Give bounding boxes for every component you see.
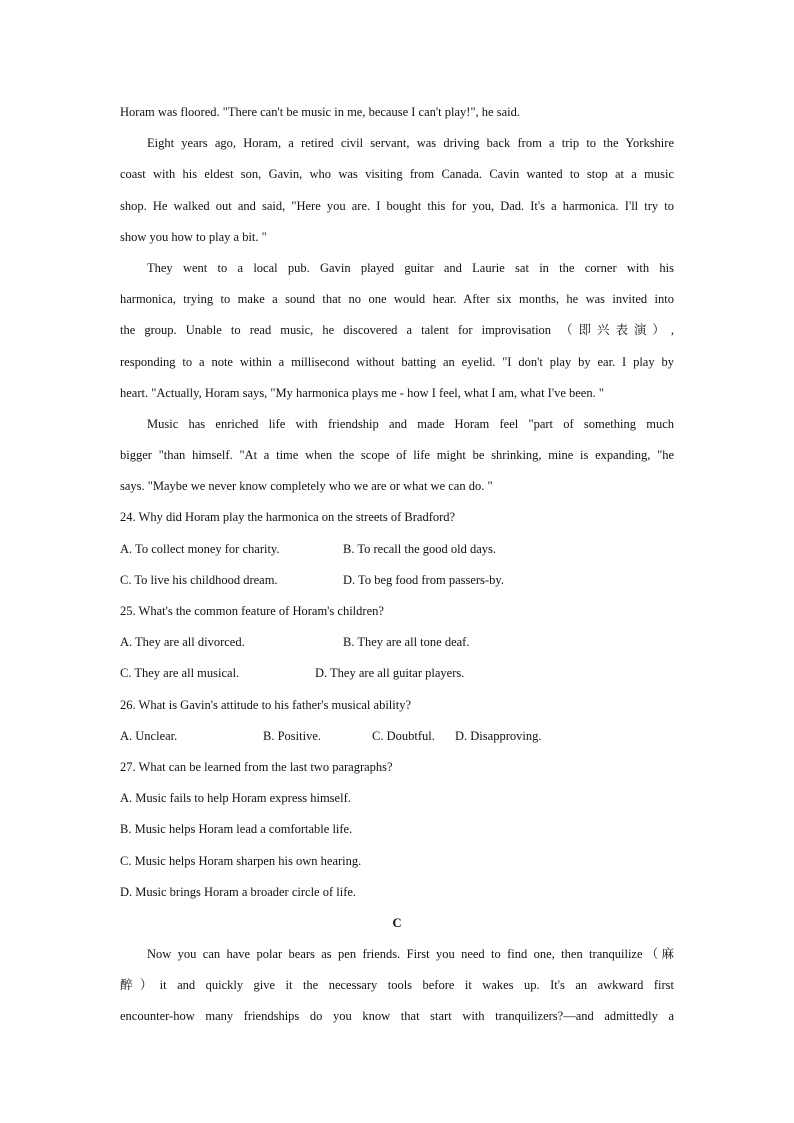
option-a[interactable]: A. Music fails to help Horam express himself. bbox=[120, 791, 351, 806]
question-26 bbox=[120, 690, 674, 752]
section-heading: C bbox=[392, 915, 402, 930]
option-c[interactable]: C. They are all musical. bbox=[120, 666, 240, 681]
option-a[interactable]: A. Unclear. bbox=[120, 728, 178, 743]
option-a[interactable]: A. To collect money for charity. bbox=[120, 541, 280, 556]
text-line: says. "Maybe we never know completely who we are or what we can do. " bbox=[120, 479, 493, 494]
option-d[interactable]: D. They are all guitar players. bbox=[315, 666, 465, 681]
passage-c bbox=[120, 939, 674, 1033]
text-line: Horam was floored. "There can't be music in me, because I can't play!", he said. bbox=[120, 105, 520, 119]
option-c[interactable]: C. To live his childhood dream. bbox=[120, 572, 278, 587]
option-b[interactable]: B. To recall the good old days. bbox=[343, 541, 497, 556]
question-24 bbox=[120, 502, 674, 596]
option-b[interactable]: B. They are all tone deaf. bbox=[343, 635, 470, 650]
option-c[interactable]: C. Music helps Horam sharpen his own hearing. bbox=[120, 853, 362, 868]
text-line: Music has enriched life with friendship and made Horam feel "part of something much bbox=[147, 416, 674, 431]
text-line: show you how to play a bit. " bbox=[120, 229, 267, 244]
text-line: heart. "Actually, Horam says, "My harmonica plays me - how I feel, what I am, what I've been. " bbox=[120, 385, 604, 400]
question-25 bbox=[120, 596, 674, 690]
question-stem: 26. What is Gavin's attitude to his father's musical ability? bbox=[120, 697, 412, 712]
option-d[interactable]: D. Disapproving. bbox=[455, 728, 542, 743]
text-line: responding to a note within a millisecond without batting an eyelid. "I don't play by ear. I play by bbox=[120, 354, 674, 369]
text-line: 醉）it and quickly give it the necessary tools before it wakes up. It's an awkward first bbox=[120, 978, 674, 993]
options-row bbox=[120, 721, 674, 752]
text-line: coast with his eldest son, Gavin, who was visiting from Canada. Cavin wanted to stop at a music bbox=[120, 167, 674, 182]
text-line: They went to a local pub. Gavin played guitar and Laurie sat in the corner with his bbox=[147, 260, 674, 275]
text-line: Now you can have polar bears as pen friends. First you need to find one, then tranquilize（麻 bbox=[147, 947, 674, 962]
text-line: Eight years ago, Horam, a retired civil servant, was driving back from a trip to the Yorkshire bbox=[147, 136, 674, 151]
text-line: shop. He walked out and said, "Here you are. I bought this for you, Dad. It's a harmonica. I'll try to bbox=[120, 198, 674, 213]
option-b[interactable]: B. Positive. bbox=[263, 728, 321, 743]
options-row bbox=[120, 658, 674, 689]
option-d[interactable]: D. Music brings Horam a broader circle of life. bbox=[120, 884, 357, 899]
option-a[interactable]: A. They are all divorced. bbox=[120, 635, 245, 650]
options-row bbox=[120, 565, 674, 596]
text-line: encounter-how many friendships do you know that start with tranquilizers?—and admittedly a bbox=[120, 1009, 674, 1024]
option-d[interactable]: D. To beg food from passers-by. bbox=[343, 572, 504, 587]
question-stem: 25. What's the common feature of Horam's children? bbox=[120, 604, 384, 618]
text-line: bigger "than himself. "At a time when the scope of life might be shrinking, mine is expanding, "he bbox=[120, 448, 674, 463]
passage-b bbox=[120, 97, 674, 502]
document-page bbox=[120, 97, 674, 1033]
question-stem: 27. What can be learned from the last two paragraphs? bbox=[120, 759, 393, 774]
question-27 bbox=[120, 752, 674, 908]
option-b[interactable]: B. Music helps Horam lead a comfortable life. bbox=[120, 822, 353, 837]
question-stem: 24. Why did Horam play the harmonica on the streets of Bradford? bbox=[120, 510, 456, 525]
text-line: the group. Unable to read music, he discovered a talent for improvisation （即兴表演）, bbox=[120, 323, 674, 338]
options-row bbox=[120, 627, 674, 658]
options-row bbox=[120, 534, 674, 565]
text-line: harmonica, trying to make a sound that no one would hear. After six months, he was invited into bbox=[120, 292, 674, 307]
option-c[interactable]: C. Doubtful. bbox=[372, 728, 435, 743]
